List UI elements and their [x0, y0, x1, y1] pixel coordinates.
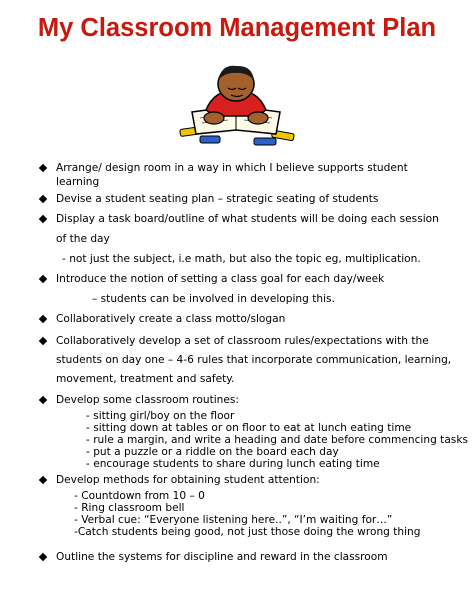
list-item-text: Devise a student seating plan – strategic seating of students: [56, 193, 379, 205]
list-item-text: learning: [56, 176, 100, 188]
sub-item-text: - Ring classroom bell: [74, 502, 185, 514]
sub-item-text: - not just the subject, i.e math, but also the topic eg, multiplication.: [62, 253, 421, 265]
bullet-icon: [39, 164, 47, 172]
child-reading-illustration: [176, 60, 300, 146]
sub-item-text: - encourage students to share during lunch eating time: [86, 458, 380, 470]
sub-item-text: - rule a margin, and write a heading and date before commencing tasks: [86, 434, 468, 446]
list-item-text: Arrange/ design room in a way in which I believe supports student: [56, 162, 408, 174]
sub-item-text: - sitting girl/boy on the floor: [86, 410, 235, 422]
list-item-text: Develop some classroom routines:: [56, 394, 239, 406]
list-item-text: Introduce the notion of setting a class goal for each day/week: [56, 273, 385, 285]
bullet-icon: [39, 195, 47, 203]
list-item-text: students on day one – 4-6 rules that incorporate communication, learning,: [56, 354, 452, 366]
page-title: My Classroom Management Plan: [37, 14, 437, 42]
list-item-text: Display a task board/outline of what students will be doing each session: [56, 213, 439, 225]
bullet-icon: [39, 315, 47, 323]
sub-item-text: - sitting down at tables or on floor to eat at lunch eating time: [86, 422, 412, 434]
list-item-text: Outline the systems for discipline and reward in the classroom: [56, 551, 388, 563]
list-item-text: Collaboratively develop a set of classroom rules/expectations with the: [56, 335, 429, 347]
list-item-text: of the day: [56, 233, 110, 245]
sub-item-text: -Catch students being good, not just those doing the wrong thing: [74, 526, 421, 538]
sub-item-text: - Verbal cue: “Everyone listening here..”, “I’m waiting for…”: [74, 514, 393, 526]
sub-item-text: - Countdown from 10 – 0: [74, 490, 205, 502]
list-item-text: Develop methods for obtaining student attention:: [56, 474, 320, 486]
sub-item-text: - put a puzzle or a riddle on the board each day: [86, 446, 339, 458]
bullet-icon: [39, 337, 47, 345]
list-item-text: movement, treatment and safety.: [56, 373, 235, 385]
bullet-icon: [39, 553, 47, 561]
bullet-icon: [39, 396, 47, 404]
sub-item-text: – students can be involved in developing this.: [92, 293, 335, 305]
list-item-text: Collaboratively create a class motto/slogan: [56, 313, 286, 325]
bullet-icon: [39, 215, 47, 223]
bullet-icon: [39, 476, 47, 484]
bullet-icon: [39, 275, 47, 283]
